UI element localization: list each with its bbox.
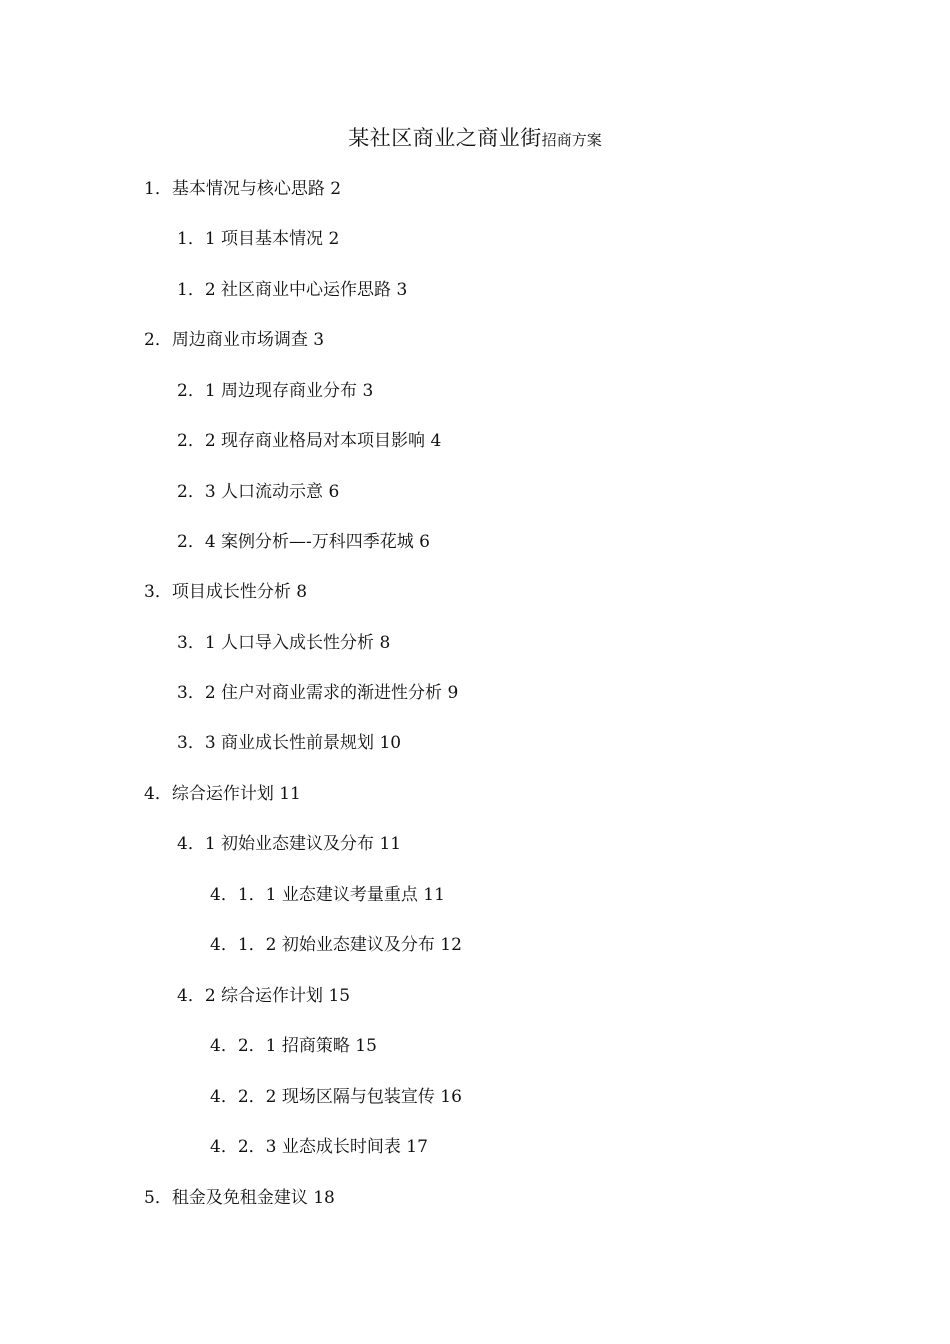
toc-item: 4．综合运作计划 11 [144, 784, 301, 804]
toc-item: 3．1 人口导入成长性分析 8 [177, 633, 391, 653]
toc-item: 2．3 人口流动示意 6 [177, 482, 340, 502]
toc-item: 4．2．2 现场区隔与包装宣传 16 [210, 1087, 462, 1107]
toc-item: 4．1．2 初始业态建议及分布 12 [210, 935, 462, 955]
title-main: 某社区商业之商业街 [348, 126, 542, 150]
toc-item: 3．3 商业成长性前景规划 10 [177, 733, 402, 753]
toc-item: 3．2 住户对商业需求的渐进性分析 9 [177, 683, 459, 703]
toc-item: 2．1 周边现存商业分布 3 [177, 381, 374, 401]
toc-item: 4．2 综合运作计划 15 [177, 986, 351, 1006]
toc-item: 1．1 项目基本情况 2 [177, 229, 340, 249]
toc-item: 2．4 案例分析—-万科四季花城 6 [177, 532, 430, 552]
toc-item: 1．2 社区商业中心运作思路 3 [177, 280, 408, 300]
toc-item: 5．租金及免租金建议 18 [144, 1188, 335, 1208]
title-sub: 招商方案 [541, 131, 602, 149]
toc-item: 4．2．3 业态成长时间表 17 [210, 1137, 428, 1157]
toc-item: 2．2 现存商业格局对本项目影响 4 [177, 431, 442, 451]
toc-item: 1．基本情况与核心思路 2 [144, 179, 342, 199]
toc-item: 4．2．1 招商策略 15 [210, 1036, 377, 1056]
toc-item: 2．周边商业市场调查 3 [144, 330, 325, 350]
toc-item: 4．1．1 业态建议考量重点 11 [210, 885, 445, 905]
toc-item: 3．项目成长性分析 8 [144, 582, 308, 602]
toc-item: 4．1 初始业态建议及分布 11 [177, 834, 402, 854]
